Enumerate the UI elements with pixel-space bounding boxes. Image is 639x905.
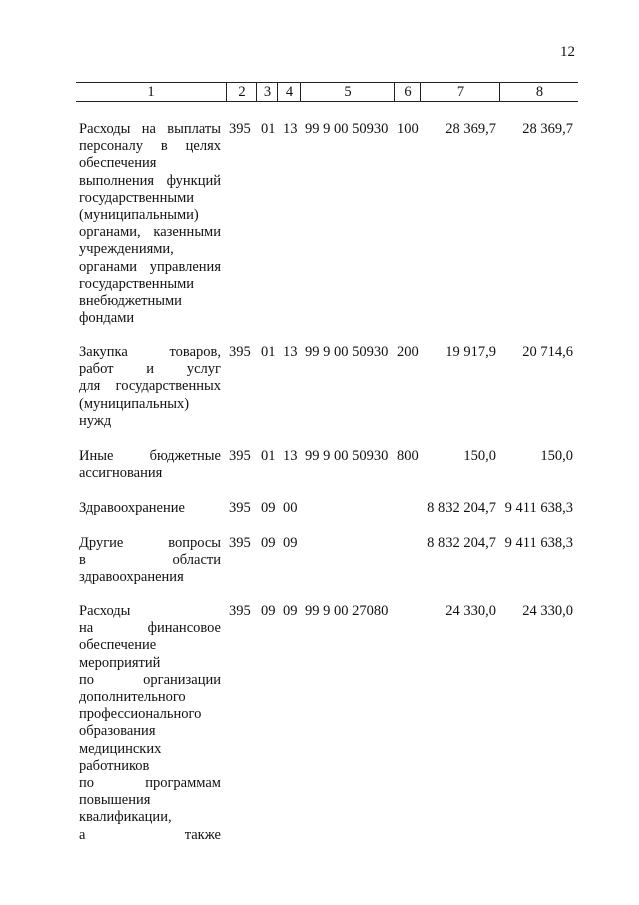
row-name-line: в области (79, 552, 221, 569)
cell-col-2: 395 (229, 448, 251, 464)
cell-col-5: 99 9 00 50930 (305, 448, 389, 464)
cell-col-4: 09 (283, 535, 298, 551)
row-name-line: повышения (79, 792, 151, 809)
row-name-line: ассигнования (79, 465, 163, 482)
cell-col-4: 13 (283, 121, 298, 137)
cell-col-2: 395 (229, 121, 251, 137)
cell-col-8: 28 369,7 (522, 121, 573, 137)
cell-col-4: 00 (283, 500, 298, 516)
row-name-line: работников (79, 757, 150, 774)
row-name (79, 500, 221, 517)
cell-col-6: 100 (397, 121, 419, 137)
cell-col-5: 99 9 00 27080 (305, 603, 389, 619)
cell-col-6: 200 (397, 344, 419, 360)
header-cell-3: 3 (256, 83, 278, 101)
cell-col-5: 99 9 00 50930 (305, 344, 389, 360)
header-cell-2: 2 (226, 83, 257, 101)
row-name (79, 535, 221, 587)
row-name-line: внебюджетными (79, 293, 182, 310)
cell-col-4: 13 (283, 448, 298, 464)
row-name-line: государственными (79, 275, 195, 292)
cell-col-2: 395 (229, 603, 251, 619)
row-name-line: а также (79, 826, 221, 843)
row-name-line: учреждениями, (79, 241, 174, 258)
row-name-line: Иные бюджетные (79, 448, 221, 464)
cell-col-7: 19 917,9 (445, 344, 496, 360)
row-name-line: на финансовое (79, 620, 221, 637)
cell-col-3: 01 (261, 448, 276, 464)
row-name-line: мероприятий (79, 654, 161, 671)
cell-col-3: 09 (261, 603, 276, 619)
row-name-line: по программам (79, 775, 221, 792)
cell-col-7: 28 369,7 (445, 121, 496, 137)
cell-col-8: 9 411 638,3 (504, 535, 573, 551)
row-name-line: обеспечения (79, 155, 157, 172)
cell-col-3: 09 (261, 535, 276, 551)
row-name-line: профессионального (79, 706, 202, 723)
header-cell-7: 7 (420, 83, 500, 101)
cell-col-2: 395 (229, 535, 251, 551)
row-name-line: образования (79, 723, 156, 740)
row-name-line: Здравоохранение (79, 500, 185, 516)
row-name-line: органами управления (79, 258, 221, 275)
cell-col-4: 13 (283, 344, 298, 360)
row-name-line: органами, казенными (79, 224, 221, 241)
row-name-line: государственными (79, 189, 195, 206)
cell-col-7: 24 330,0 (445, 603, 496, 619)
cell-col-2: 395 (229, 344, 251, 360)
row-name-line: фондами (79, 310, 135, 327)
cell-col-7: 8 832 204,7 (427, 535, 496, 551)
row-name-line: здравоохранения (79, 569, 184, 586)
row-name-line: работ и услуг (79, 361, 221, 378)
header-cell-1: 1 (147, 84, 155, 100)
cell-col-8: 150,0 (540, 448, 573, 464)
row-name (79, 448, 221, 482)
cell-col-3: 01 (261, 121, 276, 137)
cell-col-7: 150,0 (463, 448, 496, 464)
row-name-line: Закупка товаров, (79, 344, 221, 360)
cell-col-4: 09 (283, 603, 298, 619)
row-name-line: для государственных (79, 378, 221, 395)
row-name-line: обеспечение (79, 637, 157, 654)
cell-col-5: 99 9 00 50930 (305, 121, 389, 137)
cell-col-7: 8 832 204,7 (427, 500, 496, 516)
header-cell-4: 4 (277, 83, 301, 101)
table-header (76, 82, 578, 102)
row-name-line: Другие вопросы (79, 535, 221, 551)
cell-col-8: 24 330,0 (522, 603, 573, 619)
row-name-line: медицинских (79, 740, 162, 757)
header-cell-6: 6 (394, 83, 421, 101)
row-name-line: по организации (79, 671, 221, 688)
row-name-line: Расходы (79, 603, 131, 619)
page-number: 12 (560, 44, 575, 60)
cell-col-8: 9 411 638,3 (504, 500, 573, 516)
header-cell-8: 8 (499, 83, 579, 101)
header-cell-5: 5 (300, 83, 395, 101)
row-name-line: (муниципальными) (79, 207, 199, 224)
row-name (79, 603, 221, 844)
row-name-line: квалификации, (79, 809, 172, 826)
row-name-line: Расходы на выплаты (79, 121, 221, 137)
row-name-line: нужд (79, 412, 112, 429)
row-name-line: персоналу в целях (79, 138, 221, 155)
cell-col-3: 09 (261, 500, 276, 516)
cell-col-3: 01 (261, 344, 276, 360)
row-name (79, 344, 221, 430)
row-name-line: выполнения функций (79, 172, 221, 189)
cell-col-6: 800 (397, 448, 419, 464)
cell-col-8: 20 714,6 (522, 344, 573, 360)
row-name-line: дополнительного (79, 689, 186, 706)
cell-col-2: 395 (229, 500, 251, 516)
row-name (79, 121, 221, 327)
row-name-line: (муниципальных) (79, 395, 190, 412)
